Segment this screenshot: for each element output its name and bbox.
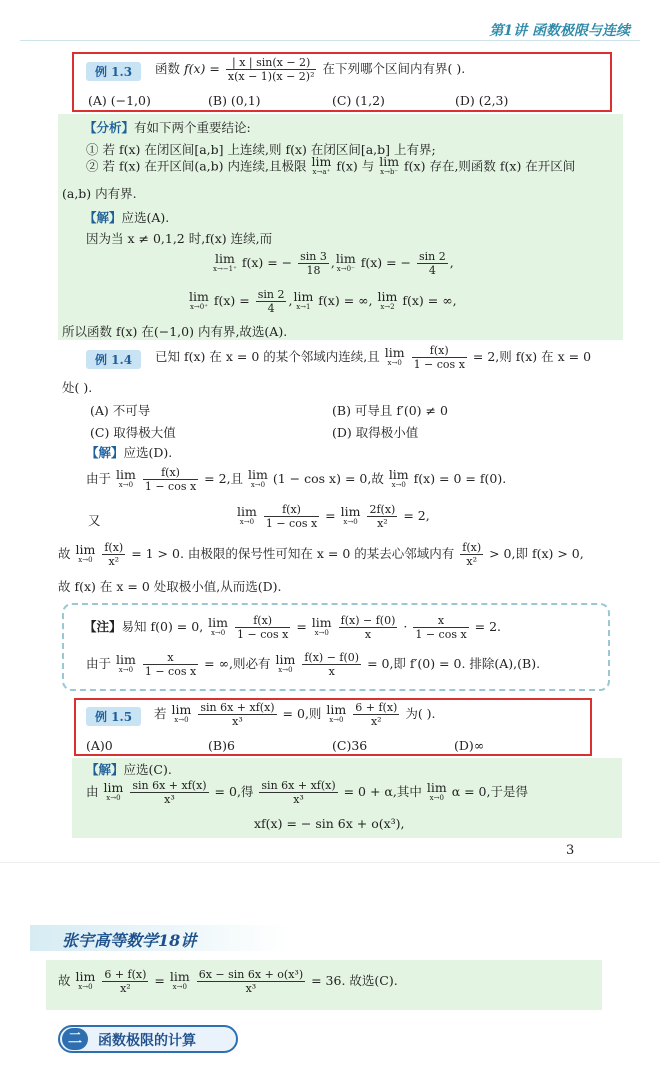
- option-c: (C) (1,2): [332, 93, 385, 108]
- option-a: (A) 不可导: [90, 403, 151, 418]
- limits-eq-2: lim x→0⁺ f(x) = $\frac{\sin 2}{4}$ , lim x→1 f(x) = ∞, lim x→2 f(x) = ∞,: [189, 288, 457, 315]
- sol14-you: 又: [88, 513, 101, 528]
- page-number: 3: [566, 843, 575, 858]
- sol14-line-1: 由于 lim x→0 $\frac{f(x)}{\text{1 − cos x}}$ = 2,且 lim x→0 (1 − cos x) = 0,故 lim x→0 f(x) = 0 = f(0).: [86, 466, 507, 493]
- example-1-4-stem: 已知 f(x) 在 x = 0 的某个邻域内连续,且 lim x→0 $\frac{f(x)}{\text{1 − cos x}}$ = 2,则 f(x) 在 x = 0: [155, 344, 592, 371]
- conclusion-line: 所以函数 f(x) 在(−1,0) 内有界,故选(A).: [62, 324, 288, 339]
- section-title: 函数极限的计算: [98, 1033, 196, 1049]
- page-divider: [0, 862, 660, 863]
- example-1-4-stem-cont: 处( ).: [62, 380, 93, 395]
- section-number-badge: 二: [62, 1028, 88, 1050]
- conclusion-1: ① 若 f(x) 在闭区间[a,b] 上连续,则 f(x) 在闭区间[a,b] 上有界;: [86, 142, 436, 157]
- example-tag: 例 1.4: [86, 350, 141, 369]
- conclusion-2: ② 若 f(x) 在开区间(a,b) 内连续,且极限 lim x→a⁺ f(x) 与 lim x→b⁻ f(x) 存在,则函数 f(x) 在开区间: [86, 154, 576, 176]
- example-1-3-stem: 函数 f(x) = $\frac{| x | \sin(x - 2)}{\text{x(x − 1)(x − 2)²}}$ 在下列哪个区间内有界( ).: [155, 56, 466, 83]
- chapter-header: 第1讲 函数极限与连续: [489, 23, 630, 39]
- option-d: (D) (2,3): [455, 93, 509, 108]
- example-tag: 例 1.3: [86, 62, 141, 81]
- fraction: $\frac{| x | \sin(x - 2)}{\text{x(x − 1)(x − 2)²}}$: [227, 56, 315, 83]
- sol14-line-3: 故 lim x→0 $\frac{f(x)}{\text{x²}}$ = 1 > 0. 由极限的保号性可知在 x = 0 的某去心邻域内有 $\frac{f(x)}{\text{x²}}$ > 0,即 f(x) > 0,: [58, 541, 584, 568]
- because-line: 因为当 x ≠ 0,1,2 时,f(x) 连续,而: [86, 231, 273, 246]
- conclusion-2-cont: (a,b) 内有界.: [62, 186, 137, 201]
- option-c: (C) 取得极大值: [90, 425, 176, 440]
- analysis-line: 【分析】有如下两个重要结论:: [84, 120, 251, 135]
- option-a: (A)0: [86, 738, 113, 753]
- option-a: (A) (−1,0): [88, 93, 151, 108]
- header-rule: [20, 40, 640, 41]
- sol14-line-4: 故 f(x) 在 x = 0 处取极小值,从而选(D).: [58, 579, 282, 594]
- page2-line-1: 故 lim x→0 $\frac{6 + f(x)}{\text{x²}}$ = lim x→0 $\frac{\text{6x − sin 6x + o(x³)}}{\text{x³}}$ = 36. 故选(C).: [58, 968, 398, 995]
- sol15-line-2: xf(x) = − sin 6x + o(x³),: [254, 816, 405, 831]
- option-b: (B)6: [208, 738, 235, 753]
- solution-answer: 【解】应选(A).: [84, 210, 170, 225]
- option-d: (D) 取得极小值: [332, 425, 419, 440]
- solution-answer: 【解】应选(D).: [86, 445, 173, 460]
- note-line-1: 【注】易知 f(0) = 0, lim x→0 $\frac{f(x)}{\text{1 − cos x}}$ = lim x→0 $\frac{f(x) - f(0)}{x}$ · $\frac{x}{\text{1 − cos x}}$ = 2.: [84, 614, 502, 641]
- sol14-line-2: lim x→0 $\frac{f(x)}{\text{1 − cos x}}$ = lim x→0 $\frac{2f(x)}{\text{x²}}$ = 2,: [237, 503, 430, 530]
- option-b: (B) (0,1): [208, 93, 261, 108]
- option-d: (D)∞: [454, 738, 485, 753]
- example-tag: 例 1.5: [86, 707, 141, 726]
- option-c: (C)36: [332, 738, 368, 753]
- option-b: (B) 可导且 f′(0) ≠ 0: [332, 403, 448, 418]
- sol15-line-1: 由 lim x→0 $\frac{\sin 6x + xf(x)}{\text{x³}}$ = 0,得 $\frac{\sin 6x + xf(x)}{\text{x³}}$ = 0 + α,其中 lim x→0 α = 0,于是得: [86, 779, 528, 806]
- brand-title: 张宇高等数学18讲: [62, 931, 197, 950]
- limits-eq-1: lim x→−1⁺ f(x) = − $\frac{\sin 3}{18}$ , lim x→0⁻ f(x) = − $\frac{\sin 2}{4}$ ,: [213, 250, 454, 277]
- note-line-2: 由于 lim x→0 $\frac{x}{\text{1 − cos x}}$ = ∞,则必有 lim x→0 $\frac{f(x) - f(0)}{x}$ = 0,即 f′(0) = 0. 排除(A),(B).: [86, 651, 541, 678]
- solution-answer: 【解】应选(C).: [86, 762, 172, 777]
- example-1-5-stem: 若 lim x→0 $\frac{\sin 6x + xf(x)}{\text{x³}}$ = 0,则 lim x→0 $\frac{6 + f(x)}{\text{x²}}$ 为( ).: [154, 701, 436, 728]
